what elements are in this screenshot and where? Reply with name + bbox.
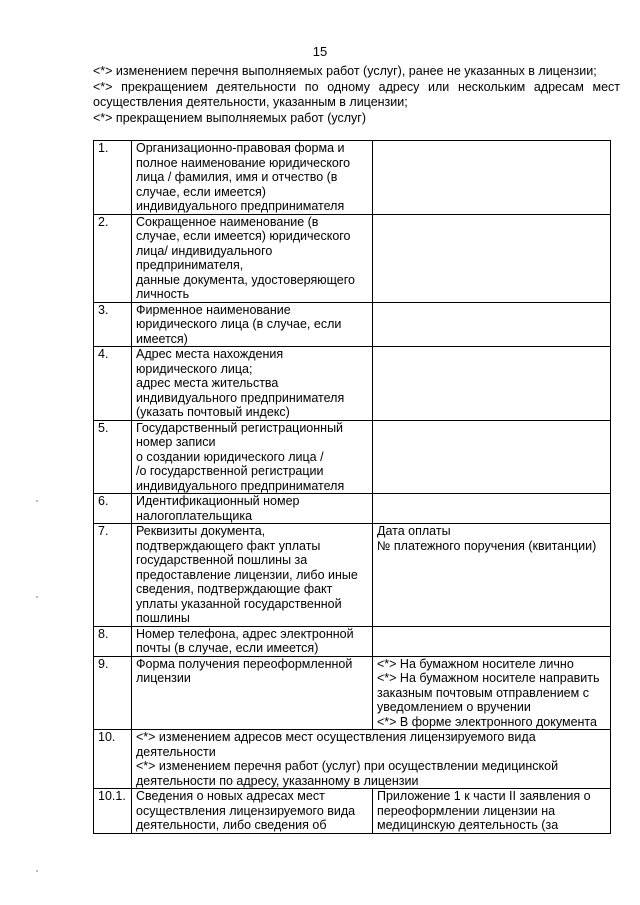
field-label-cell [132, 524, 373, 627]
field-label-line: пошлины [136, 611, 190, 625]
section-heading-line: <*> изменением перечня работ (услуг) при осуществлении медицинской [136, 759, 559, 773]
field-value-cell[interactable] [373, 420, 611, 494]
form-row [94, 420, 611, 494]
intro-options [93, 64, 620, 126]
field-label-cell [132, 347, 373, 421]
field-label-line: случае, если имеется) юридического [136, 229, 351, 243]
row-number: 3. [94, 302, 132, 347]
margin-mark [36, 870, 38, 872]
field-value-line: № платежного поручения (квитанции) [377, 538, 597, 553]
row-number: 10.1. [94, 789, 132, 834]
field-label-cell [132, 420, 373, 494]
field-value-line: Дата оплаты [377, 524, 451, 538]
row-number: 6. [94, 494, 132, 524]
field-label-line: лица/ индивидуального [136, 243, 273, 258]
field-label-line: уплаты указанной государственной [136, 596, 342, 611]
field-label-line: о создании юридического лица / [136, 449, 324, 464]
field-label-cell [132, 626, 373, 656]
form-row [94, 789, 611, 834]
field-label-line: осуществления лицензируемого вида [136, 803, 356, 818]
application-form-table [93, 140, 611, 834]
field-label-cell [132, 214, 373, 302]
field-value-line: переоформлении лицензии на [377, 803, 556, 818]
field-label-line: /о государственной регистрации [136, 464, 324, 478]
intro-line: <*> прекращением деятельности по одному адресу или нескольким адресам мест [93, 79, 620, 94]
row-number: 8. [94, 626, 132, 656]
intro-line: осуществления деятельности, указанным в лицензии; [93, 95, 408, 109]
form-row [94, 730, 611, 789]
field-label-cell [132, 141, 373, 215]
field-label-line: данные документа, удостоверяющего [136, 272, 355, 287]
field-label-line: Номер телефона, адрес электронной [136, 626, 354, 641]
field-label-line: личность [136, 287, 190, 301]
field-label-line: Фирменное наименование [136, 302, 291, 317]
section-heading-line: деятельности [136, 744, 216, 759]
field-value-cell[interactable] [373, 214, 611, 302]
field-label-line: Реквизиты документа, [136, 524, 266, 538]
row-number: 2. [94, 214, 132, 302]
field-value-cell[interactable] [373, 141, 611, 215]
form-row [94, 626, 611, 656]
row-number: 9. [94, 656, 132, 730]
field-label-line: подтверждающего факт уплаты [136, 538, 321, 553]
section-heading-line: деятельности по адресу, указанному в лицензии [136, 773, 419, 788]
field-label-line: (указать почтовый индекс) [136, 405, 290, 419]
field-label-line: государственной пошлины за [136, 553, 308, 567]
form-row [94, 302, 611, 347]
form-row [94, 214, 611, 302]
row-number: 1. [94, 141, 132, 215]
field-label-line: Адрес места нахождения [136, 347, 284, 361]
form-row [94, 524, 611, 627]
margin-mark [36, 596, 38, 598]
field-label-cell [132, 656, 373, 730]
page-number: 15 [312, 44, 328, 59]
field-value-cell[interactable] [373, 789, 611, 834]
field-label-line: полное наименование юридического [136, 155, 351, 170]
form-row [94, 347, 611, 421]
form-row [94, 141, 611, 215]
form-row [94, 494, 611, 524]
field-label-cell [132, 494, 373, 524]
field-label-line: индивидуального предпринимателя [136, 199, 345, 213]
field-label-line: Государственный регистрационный [136, 420, 344, 435]
field-value-line: заказным почтовым отправлением с [377, 685, 589, 700]
field-label-line: имеется) [136, 331, 188, 346]
row-number: 4. [94, 347, 132, 421]
field-label-line: Идентификационный номер [136, 494, 300, 508]
row-number: 7. [94, 524, 132, 627]
intro-line: <*> изменением перечня выполняемых работ (услуг), ранее не указанных в лицензии; [93, 64, 597, 78]
field-label-line: предпринимателя, [136, 258, 244, 272]
field-label-line: Организационно-правовая форма и [136, 141, 345, 155]
field-label-line: лица / фамилия, имя и отчество (в [136, 170, 338, 184]
field-label-line: лицензии [136, 671, 191, 685]
field-label-line: адрес места жительства [136, 376, 279, 390]
field-value-line: <*> На бумажном носителе лично [377, 656, 574, 671]
field-value-line: <*> В форме электронного документа [377, 714, 597, 729]
field-label-line: налогоплательщика [136, 508, 253, 523]
field-label-cell [132, 789, 373, 834]
field-label-line: деятельности, либо сведения об [136, 818, 327, 832]
field-label-line: Форма получения переоформленной [136, 656, 353, 671]
field-value-line: уведомлением о вручении [377, 700, 531, 714]
field-label-line: случае, если имеется) [136, 184, 266, 199]
field-value-cell[interactable] [373, 626, 611, 656]
field-label-line: Сведения о новых адресах мест [136, 789, 325, 803]
field-label-line: юридического лица (в случае, если [136, 317, 342, 331]
field-label-line: почты (в случае, если имеется) [136, 641, 319, 655]
row-number: 5. [94, 420, 132, 494]
field-value-line: <*> На бумажном носителе направить [377, 671, 600, 685]
field-value-cell[interactable] [373, 524, 611, 627]
field-label-line: индивидуального предпринимателя [136, 478, 345, 493]
field-value-cell[interactable] [373, 494, 611, 524]
margin-mark [36, 500, 38, 502]
field-value-cell[interactable] [373, 347, 611, 421]
field-label-line: Сокращенное наименование (в [136, 214, 319, 229]
field-label-line: предоставление лицензии, либо иные [136, 567, 358, 582]
field-label-line: индивидуального предпринимателя [136, 390, 345, 405]
field-value-cell[interactable] [373, 656, 611, 730]
field-label-line: номер записи [136, 435, 216, 449]
field-value-line: Приложение 1 к части II заявления о [377, 789, 591, 803]
intro-line: <*> прекращением выполняемых работ (услуг) [93, 110, 366, 125]
form-row [94, 656, 611, 730]
field-label-line: сведения, подтверждающие факт [136, 582, 333, 596]
field-value-line: медицинскую деятельность (за [377, 818, 559, 832]
field-label-line: юридического лица; [136, 361, 253, 376]
section-heading-line: <*> изменением адресов мест осуществления лицензируемого вида [136, 730, 536, 744]
row-number: 10. [94, 730, 132, 789]
section-heading-cell [132, 730, 611, 789]
field-value-cell[interactable] [373, 302, 611, 347]
field-label-cell [132, 302, 373, 347]
